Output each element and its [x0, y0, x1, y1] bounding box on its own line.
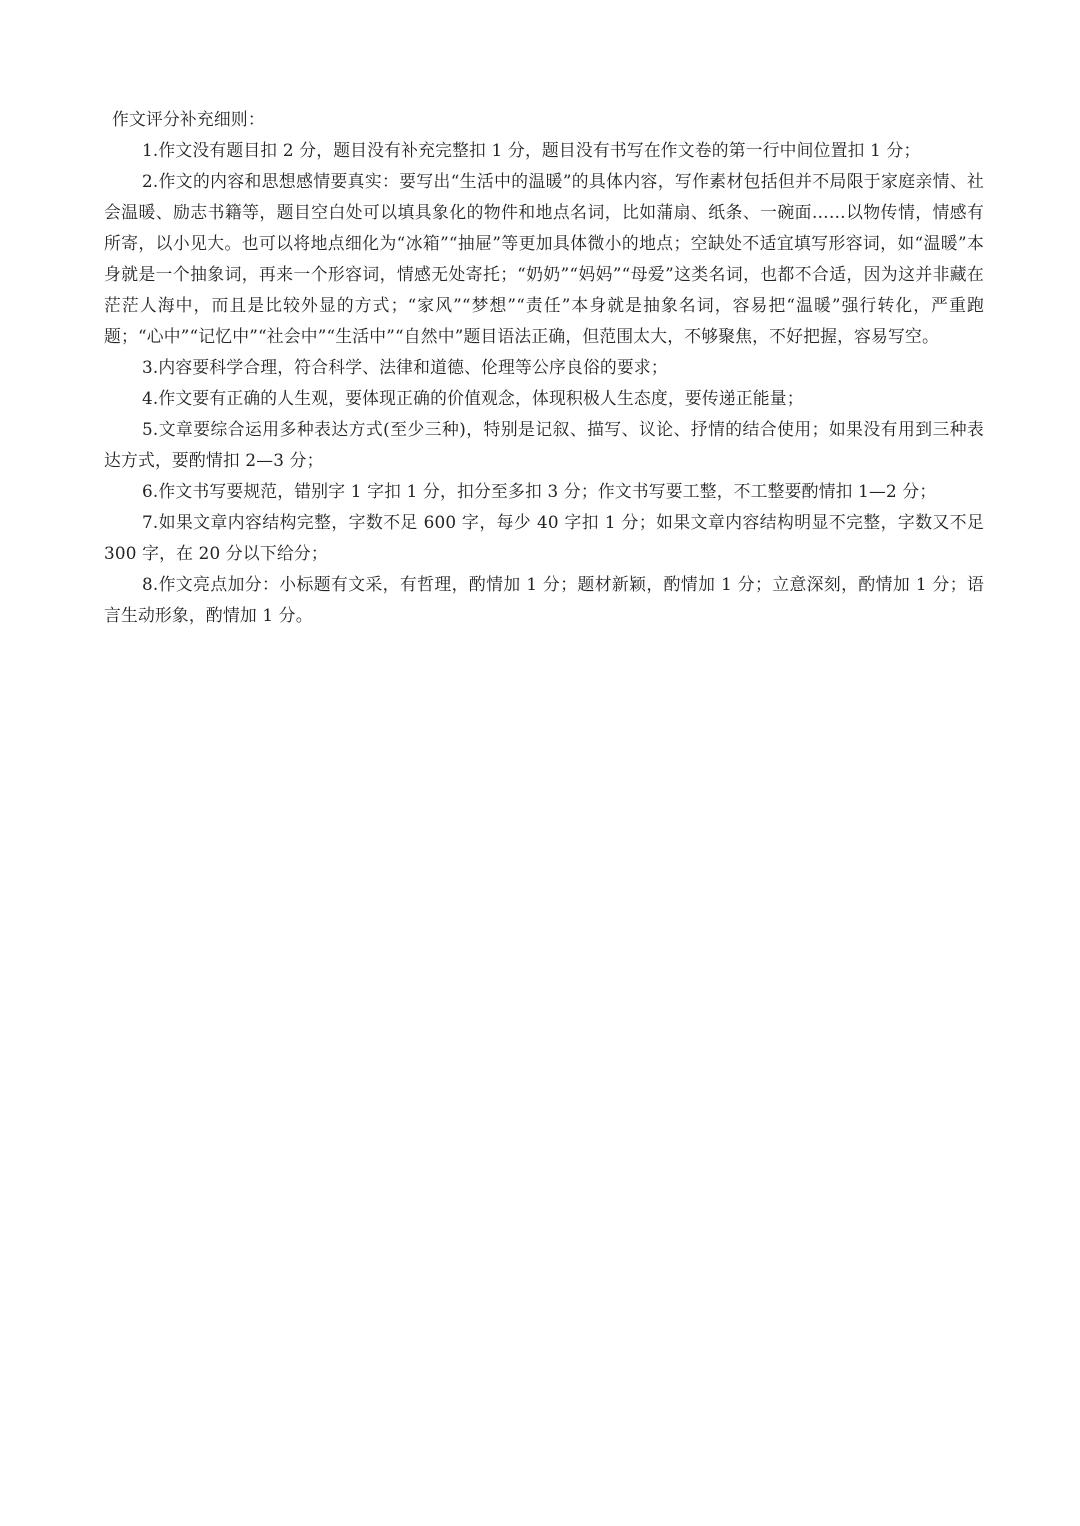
rule-item-7: 7.如果文章内容结构完整，字数不足 600 字，每少 40 字扣 1 分；如果文章内容结构明显不完整，字数又不足 300 字，在 20 分以下给分；	[104, 512, 984, 563]
rule-item-2: 2.作文的内容和思想感情要真实：要写出“生活中的温暖”的具体内容，写作素材包括但并不局限于家庭亲情、社会温暖、励志书籍等，题目空白处可以填具象化的物件和地点名词，比如蒲扇、纸条、一碗面……以物传情，情感有所寄，以小见大。也可以将地点细化为“冰箱”“抽屉”等更加具体微小的地点；空缺处不适宜填写形容词，如“温暖”本身就是一个抽象词，再来一个形容词，情感无处寄托；“奶奶”“妈妈”“母爱”这类名词，也都不合适，因为这并非藏在茫茫人海中，而且是比较外显的方式；“家风”“梦想”“责任”本身就是抽象名词，容易把“温暖”强行转化，严重跑题；“心中”“记忆中”“社会中”“生活中”“自然中”题目语法正确，但范围太大，不够聚焦，不好把握，容易写空。	[104, 171, 984, 346]
rule-item-8: 8.作文亮点加分：小标题有文采，有哲理，酌情加 1 分；题材新颖，酌情加 1 分；立意深刻，酌情加 1 分；语言生动形象，酌情加 1 分。	[104, 574, 984, 625]
rule-item-4: 4.作文要有正确的人生观，要体现正确的价值观念，体现积极人生态度，要传递正能量；	[142, 388, 804, 408]
document-heading: 作文评分补充细则：	[112, 109, 265, 129]
document-body	[104, 104, 984, 631]
rule-item-1: 1.作文没有题目扣 2 分，题目没有补充完整扣 1 分，题目没有书写在作文卷的第一行中间位置扣 1 分；	[142, 140, 921, 160]
rule-item-5: 5.文章要综合运用多种表达方式(至少三种)，特别是记叙、描写、议论、抒情的结合使用；如果没有用到三种表达方式，要酌情扣 2—3 分；	[104, 419, 984, 470]
rule-item-6: 6.作文书写要规范，错别字 1 字扣 1 分，扣分至多扣 3 分；作文书写要工整，不工整要酌情扣 1—2 分；	[142, 481, 937, 501]
rule-item-3: 3.内容要科学合理，符合科学、法律和道德、伦理等公序良俗的要求；	[142, 357, 668, 377]
